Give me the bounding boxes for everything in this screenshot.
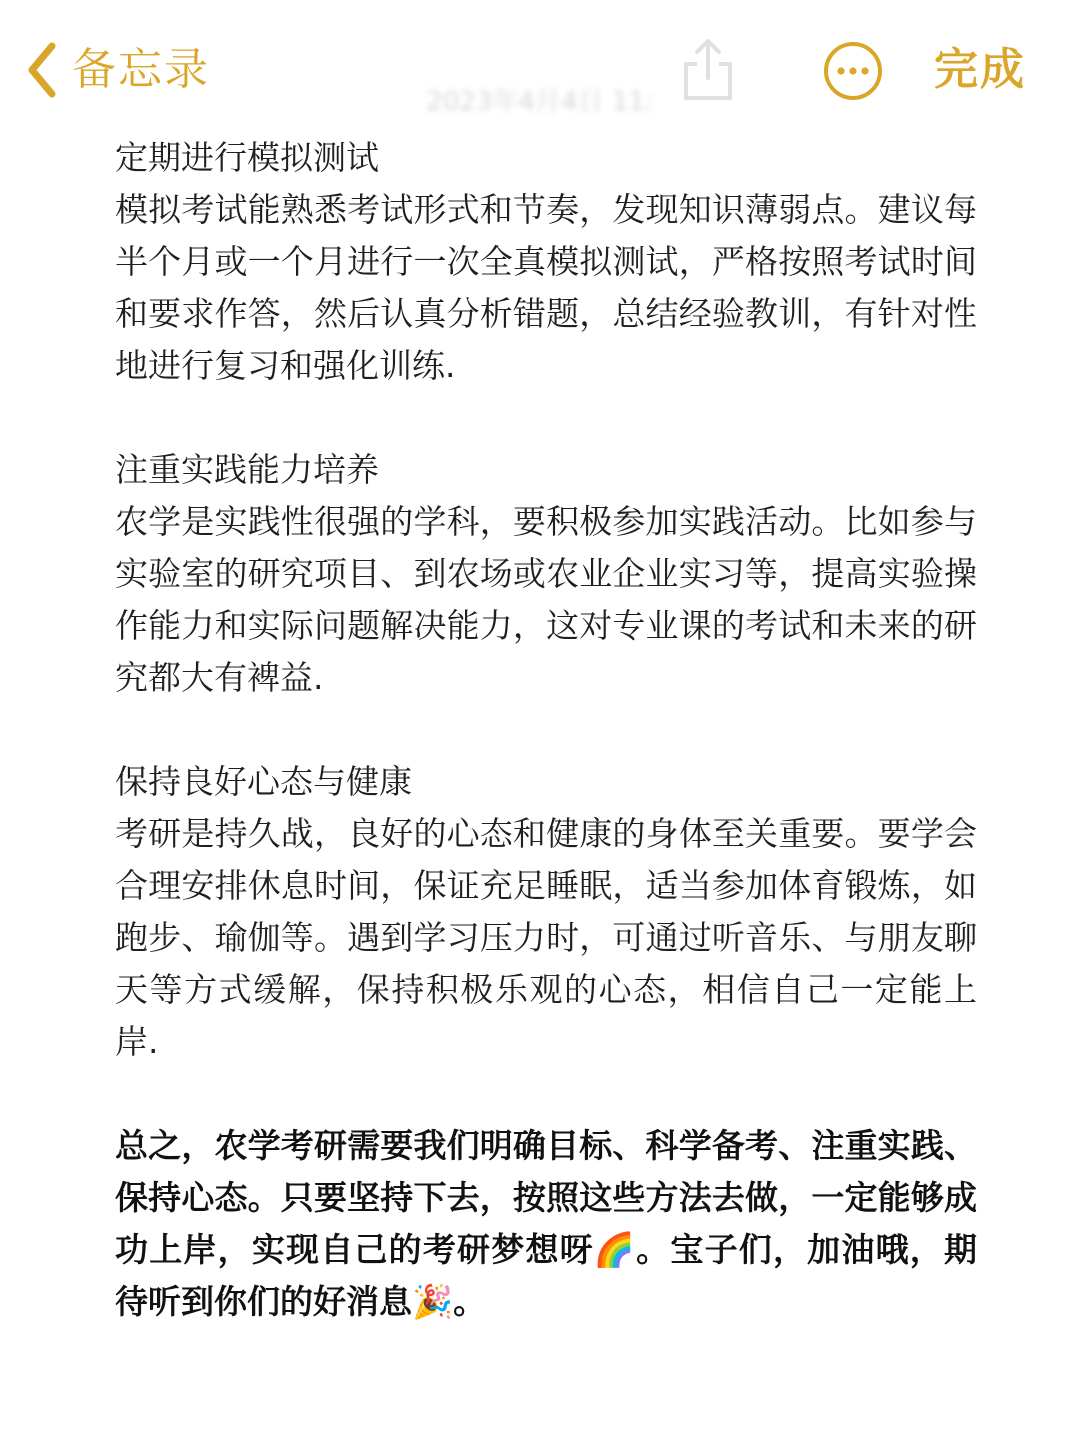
section-practice bbox=[115, 444, 977, 704]
back-button[interactable] bbox=[24, 40, 210, 100]
nav-bar bbox=[0, 0, 1080, 130]
section-title: 注重实践能力培养 bbox=[115, 450, 379, 489]
note-body[interactable] bbox=[115, 132, 977, 1328]
section-title: 保持良好心态与健康 bbox=[115, 762, 412, 801]
back-label: 备忘录 bbox=[72, 44, 210, 95]
section-text: 农学是实践性很强的学科，要积极参加实践活动。比如参与实验室的研究项目、到农场或农业企业实习等，提高实验操作能力和实际问题解决能力，这对专业课的考试和未来的研究都大有裨益. bbox=[115, 502, 977, 697]
done-button[interactable]: 完成 bbox=[934, 44, 1026, 95]
section-mindset bbox=[115, 756, 977, 1068]
section-mock-test bbox=[115, 132, 977, 392]
chevron-left-icon bbox=[24, 40, 58, 100]
summary-paragraph: 总之，农学考研需要我们明确目标、科学备考、注重实践、保持心态。只要坚持下去，按照这些方法去做，一定能够成功上岸，实现自己的考研梦想呀🌈。宝子们，加油哦，期待听到你们的好消息🎉。 bbox=[115, 1126, 977, 1321]
ellipsis-circle-icon[interactable] bbox=[822, 40, 884, 102]
section-text: 考研是持久战，良好的心态和健康的身体至关重要。要学会合理安排休息时间，保证充足睡眠，适当参加体育锻炼，如跑步、瑜伽等。遇到学习压力时，可通过听音乐、与朋友聊天等方式缓解，保持积极乐观的心态，相信自己一定能上岸. bbox=[115, 814, 977, 1061]
section-text: 模拟考试能熟悉考试形式和节奏，发现知识薄弱点。建议每半个月或一个月进行一次全真模拟测试，严格按照考试时间和要求作答，然后认真分析错题，总结经验教训，有针对性地进行复习和强化训练. bbox=[115, 190, 977, 385]
note-date: 2023年4月4日 11: bbox=[426, 87, 654, 117]
section-title: 定期进行模拟测试 bbox=[115, 138, 379, 177]
